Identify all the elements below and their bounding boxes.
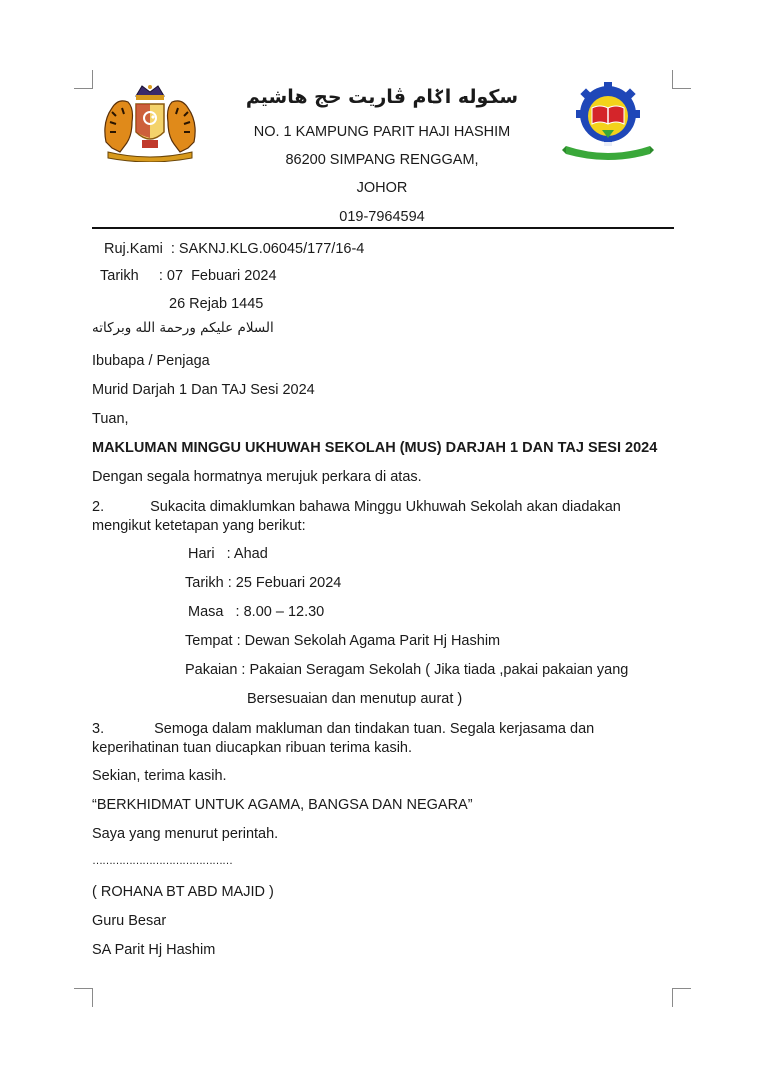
corner-mark-top-left [74, 70, 93, 89]
corner-mark-bottom-right [672, 988, 691, 1007]
closing-line: Sekian, terima kasih. [92, 768, 227, 784]
signature-line: …………………………………… [92, 855, 232, 867]
header-divider [92, 227, 674, 229]
school-short-name: SA Parit Hj Hashim [92, 942, 216, 958]
recipient-line-2: Murid Darjah 1 Dan TAJ Sesi 2024 [92, 382, 315, 398]
school-emblem-icon [562, 80, 654, 164]
detail-masa: Masa : 8.00 – 12.30 [188, 604, 325, 620]
letter-subject: MAKLUMAN MINGGU UKHUWAH SEKOLAH (MUS) DARJAH 1 DAN TAJ SESI 2024 [92, 440, 658, 456]
johor-state-crest-icon [98, 82, 202, 162]
paragraph-3-text: Semoga dalam makluman dan tindakan tuan. Segala kerjasama dan keperihatinan tuan diucapkan ribuan terima kasih. [92, 721, 595, 756]
paragraph-2 [92, 498, 652, 536]
paragraph-2-number: 2. [92, 499, 105, 515]
hijri-date: 26 Rejab 1445 [169, 296, 264, 312]
corner-mark-bottom-left [74, 988, 93, 1007]
order-line: Saya yang menurut perintah. [92, 826, 279, 842]
signatory-name: ( ROHANA BT ABD MAJID ) [92, 884, 274, 900]
detail-pakaian-continued: Bersesuaian dan menutup aurat ) [247, 691, 463, 707]
letter-date: Tarikh : 07 Febuari 2024 [100, 268, 277, 284]
phone-number: 019-7964594 [339, 209, 425, 225]
intro-sentence: Dengan segala hormatnya merujuk perkara di atas. [92, 469, 422, 485]
salutation: Tuan, [92, 411, 129, 427]
detail-tempat: Tempat : Dewan Sekolah Agama Parit Hj Hashim [185, 633, 501, 649]
recipient-line-1: Ibubapa / Penjaga [92, 353, 210, 369]
detail-tarikh: Tarikh : 25 Febuari 2024 [185, 575, 342, 591]
salam-greeting: السلام عليكم ورحمة الله وبركاته [92, 320, 274, 336]
paragraph-3-number: 3. [92, 721, 105, 737]
corner-mark-top-right [672, 70, 691, 89]
motto: “BERKHIDMAT UNTUK AGAMA, BANGSA DAN NEGARA” [92, 797, 473, 813]
paragraph-3 [92, 720, 652, 758]
paragraph-2-text: Sukacita dimaklumkan bahawa Minggu Ukhuwah Sekolah akan diadakan mengikut ketetapan yang berikut: [92, 499, 621, 534]
signatory-position: Guru Besar [92, 913, 167, 929]
reference-number: Ruj.Kami : SAKNJ.KLG.06045/177/16-4 [104, 241, 365, 257]
address-line-3: JOHOR [356, 180, 408, 196]
address-line-2: 86200 SIMPANG RENGGAM, [285, 152, 479, 168]
detail-hari: Hari : Ahad [188, 546, 268, 562]
address-line-1: NO. 1 KAMPUNG PARIT HAJI HASHIM [253, 124, 511, 140]
detail-pakaian: Pakaian : Pakaian Seragam Sekolah ( Jika tiada ,pakai pakaian yang [185, 662, 629, 678]
school-name-jawi: سكوله اݢام ڤاريت حج هاشيم [245, 86, 519, 108]
